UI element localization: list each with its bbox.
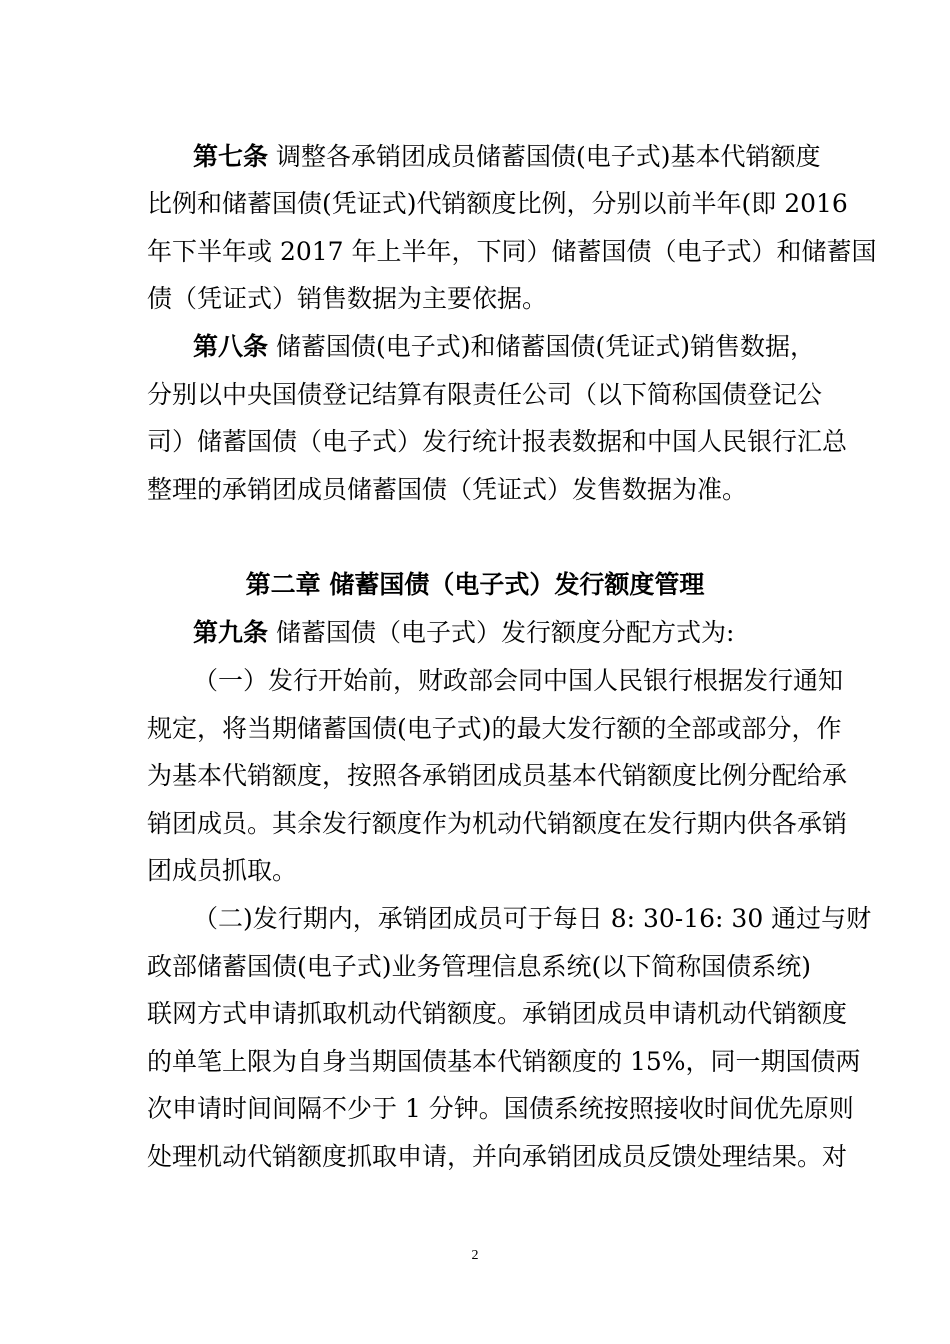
article-9-item-2-line-2: 政部储蓄国债(电子式)业务管理信息系统(以下简称国债系统): [147, 952, 812, 981]
article-9-item-2-line-5: 次申请时间间隔不少于 1 分钟。国债系统按照接收时间优先原则: [147, 1094, 854, 1123]
article-7-line-4: 债（凭证式）销售数据为主要依据。: [147, 284, 548, 313]
article-9-item-1-line-1: （一）发行开始前，财政部会同中国人民银行根据发行通知: [193, 666, 844, 695]
article-9-item-2-line-6: 处理机动代销额度抓取申请，并向承销团成员反馈处理结果。对: [147, 1142, 848, 1171]
article-9-item-2-line-1: （二)发行期内，承销团成员可于每日 8: 30-16: 30 通过与财: [193, 904, 872, 933]
article-9-item-2-line-3: 联网方式申请抓取机动代销额度。承销团成员申请机动代销额度: [147, 999, 848, 1028]
page-number: 2: [471, 1248, 479, 1263]
article-7-line-2: 比例和储蓄国债(凭证式)代销额度比例，分别以前半年(即 2016: [147, 189, 848, 218]
article-7-text-1: 调整各承销团成员储蓄国债(电子式)基本代销额度: [275, 142, 821, 171]
article-7-line-3: 年下半年或 2017 年上半年，下同）储蓄国债（电子式）和储蓄国: [147, 237, 877, 266]
article-8-line-1: [193, 330, 815, 364]
article-9-item-2-line-4: 的单笔上限为自身当期国债基本代销额度的 15%，同一期国债两: [147, 1047, 861, 1076]
article-8-line-3: 司）储蓄国债（电子式）发行统计报表数据和中国人民银行汇总: [147, 427, 848, 456]
article-9-heading: 第九条: [193, 618, 269, 647]
article-9-item-1-line-3: 为基本代销额度，按照各承销团成员基本代销额度比例分配给承: [147, 761, 848, 790]
article-9-line-1: [193, 616, 807, 650]
article-9-item-1-line-4: 销团成员。其余发行额度作为机动代销额度在发行期内供各承销: [147, 809, 848, 838]
chapter-2-title: 第二章 储蓄国债（电子式）发行额度管理: [245, 570, 705, 599]
article-8-line-4: 整理的承销团成员储蓄国债（凭证式）发售数据为准。: [147, 475, 748, 504]
article-8-text-1: 储蓄国债(电子式)和储蓄国债(凭证式)销售数据，: [275, 332, 815, 361]
article-8-line-2: 分别以中央国债登记结算有限责任公司（以下简称国债登记公: [147, 380, 823, 409]
article-9-item-1-line-5: 团成员抓取。: [147, 856, 298, 885]
article-9-intro: 储蓄国债（电子式）发行额度分配方式为:: [275, 618, 735, 647]
article-9-item-1-line-2: 规定，将当期储蓄国债(电子式)的最大发行额的全部或部分，作: [147, 714, 842, 743]
article-7-line-1: [193, 140, 821, 174]
article-8-heading: 第八条: [193, 332, 269, 361]
article-7-heading: 第七条: [193, 142, 269, 171]
